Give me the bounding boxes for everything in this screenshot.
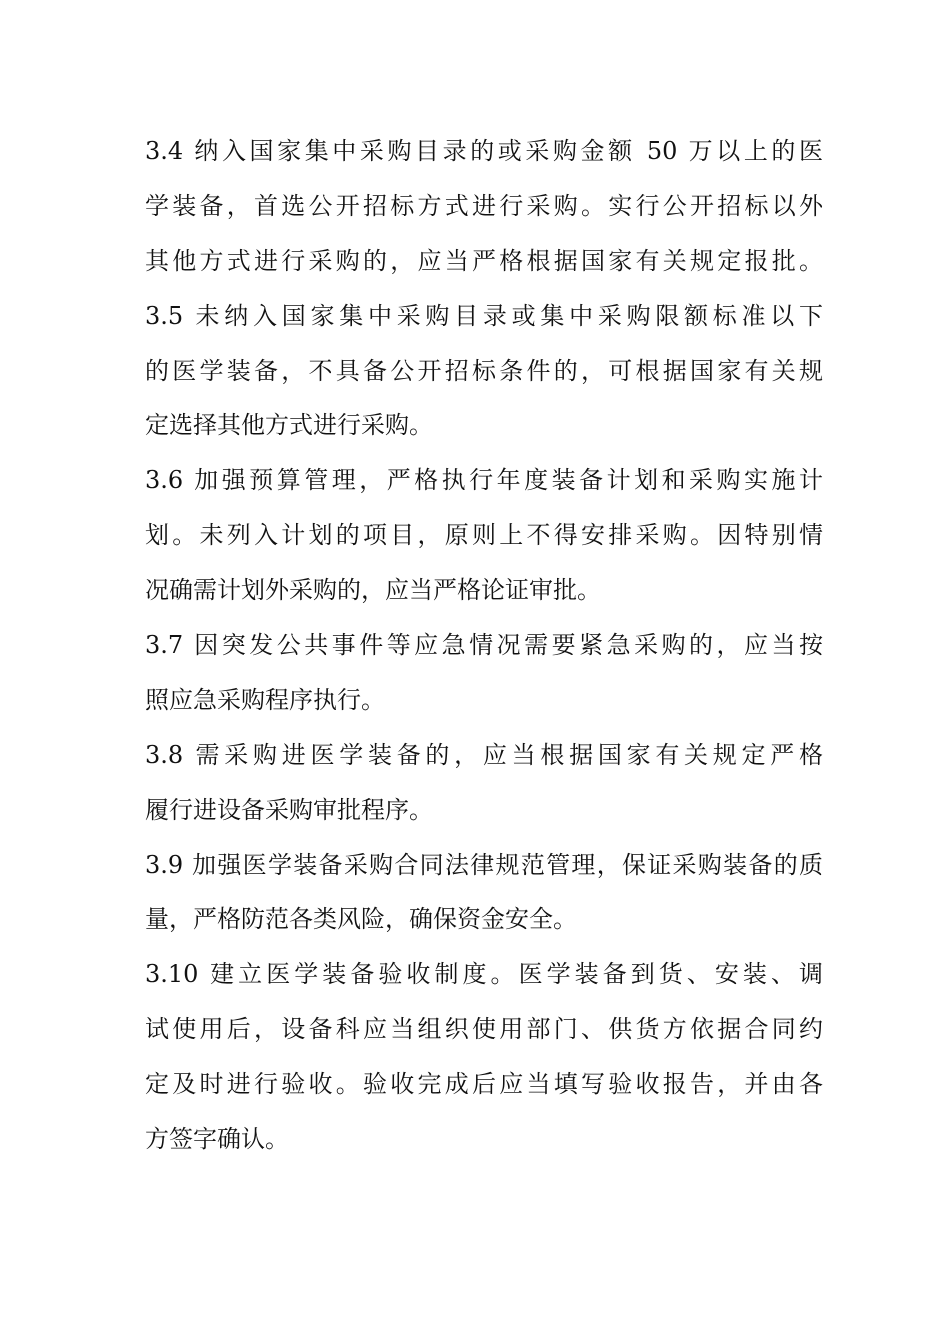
paragraph-line: 3.5 未纳入国家集中采购目录或集中采购限额标准以下 [145, 301, 823, 330]
paragraph-line: 履行进设备采购审批程序。 [145, 795, 433, 824]
paragraph-line: 3.6 加强预算管理，严格执行年度装备计划和采购实施计 [145, 466, 823, 495]
paragraph-line: 况确需计划外采购的，应当严格论证审批。 [145, 576, 601, 605]
document-body [145, 124, 823, 1167]
paragraph-line: 定及时进行验收。验收完成后应当填写验收报告，并由各 [145, 1070, 823, 1099]
paragraph-3-5 [145, 289, 823, 454]
paragraph-3-6 [145, 453, 823, 618]
paragraph-line: 3.7 因突发公共事件等应急情况需要紧急采购的，应当按 [145, 631, 823, 660]
paragraph-line: 学装备，首选公开招标方式进行采购。实行公开招标以外 [145, 191, 823, 220]
paragraph-line: 方签字确认。 [145, 1125, 289, 1154]
paragraph-3-8 [145, 728, 823, 838]
paragraph-3-9 [145, 838, 823, 948]
paragraph-3-10 [145, 947, 823, 1167]
paragraph-line: 定选择其他方式进行采购。 [145, 411, 433, 440]
paragraph-line: 3.4 纳入国家集中采购目录的或采购金额 50 万以上的医 [145, 137, 823, 165]
paragraph-line: 3.8 需采购进医学装备的，应当根据国家有关规定严格 [145, 740, 823, 769]
paragraph-line: 3.10 建立医学装备验收制度。医学装备到货、安装、调 [145, 960, 823, 989]
paragraph-3-4 [145, 124, 823, 289]
paragraph-line: 的医学装备，不具备公开招标条件的，可根据国家有关规 [145, 356, 823, 385]
paragraph-line: 其他方式进行采购的，应当严格根据国家有关规定报批。 [145, 246, 823, 275]
paragraph-line: 试使用后，设备科应当组织使用部门、供货方依据合同约 [145, 1015, 823, 1044]
paragraph-line: 划。未列入计划的项目，原则上不得安排采购。因特别情 [145, 521, 823, 550]
paragraph-line: 照应急采购程序执行。 [145, 685, 385, 714]
paragraph-3-7 [145, 618, 823, 728]
paragraph-line: 3.9 加强医学装备采购合同法律规范管理，保证采购装备的质 [145, 850, 823, 879]
paragraph-line: 量，严格防范各类风险，确保资金安全。 [145, 905, 577, 934]
